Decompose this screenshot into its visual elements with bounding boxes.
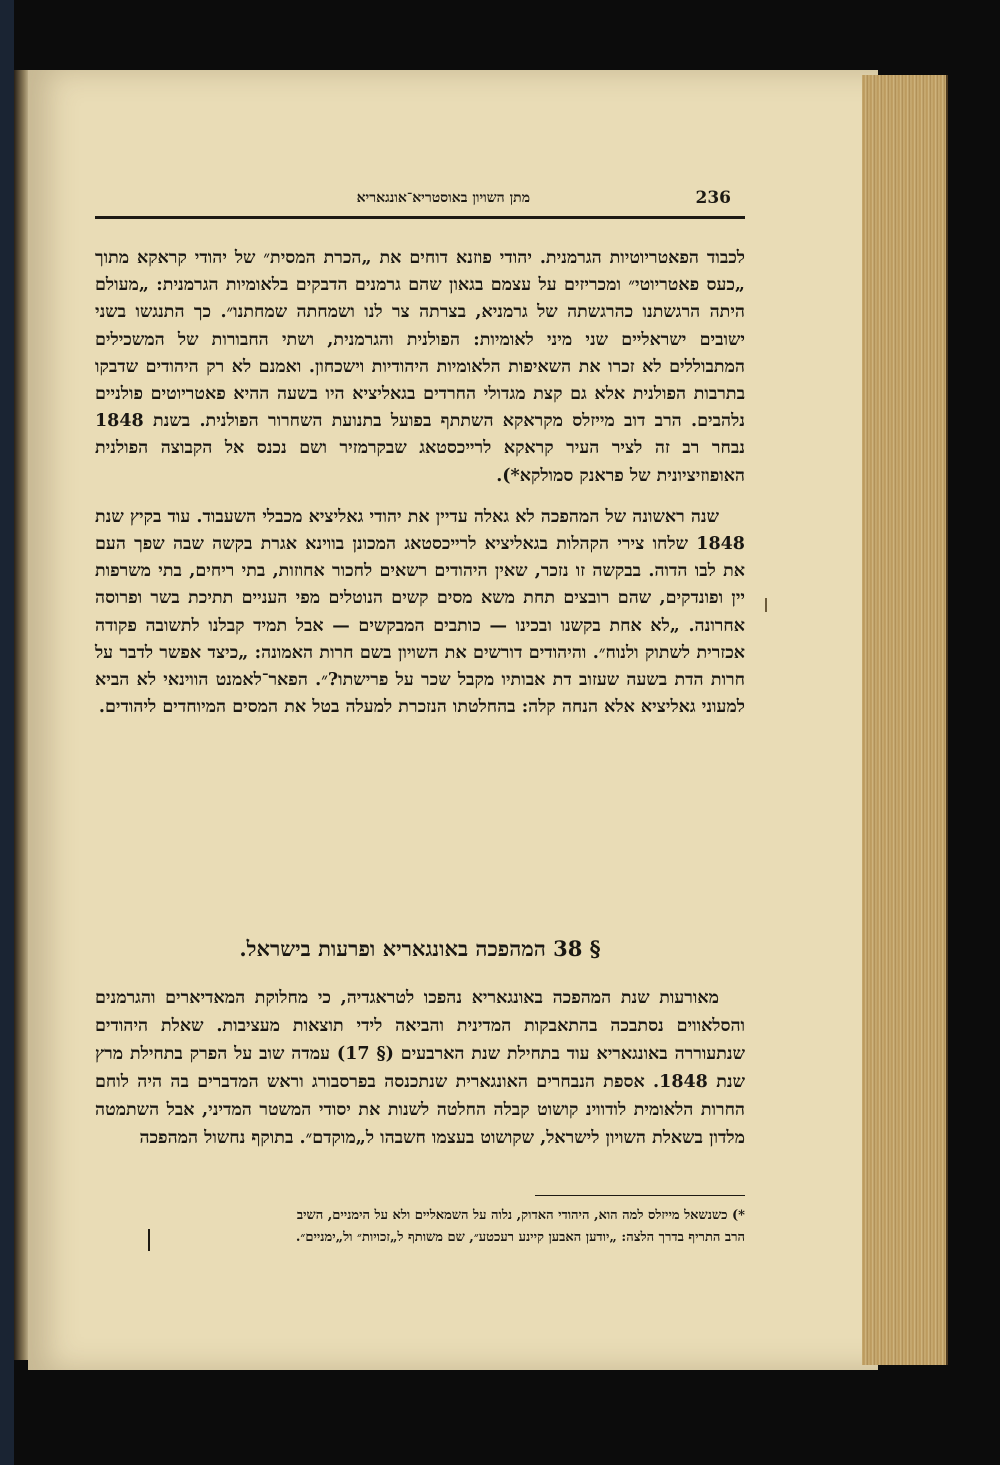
section-body	[95, 984, 745, 1152]
pencil-mark	[765, 598, 767, 612]
footnote-line-2: הרב התריף בדרך הלצה: „יודען האבען קיינע רעכטע״, שם משותף ל„זכויות״ ול„ימניים״.	[295, 1230, 745, 1245]
paragraph-2: שנה ראשונה של המהפכה לא גאלה עדיין את יהודי גאליציא מכבלי השעבוד. עוד בקיץ שנת 1848 שלחו צירי הקהלות בגאליציא לרייכסטאג המכונן בווינא אגרת בקשה שבה שפך העם את לבו הדוה. בבקשה זו נזכר, שאין היהודים רשאים לחכור אחוזות, בתי ריחים, בתי משרפות יין ופונדקים, שהם רובצים תחת משא מסים קשים הנוטלים מפי העניים תתיכת בשר ופרוסה אחרונה. „לא אחת בקשנו ובכינו — כותבים המבקשים — אבל תמיד קבלנו לתשובה פקודה אכזרית לשתוק ולנוח״. והיהודים דורשים את השויון בשם חרות האמונה: „כיצד אפשר לדבר על חרות הדת בשעה שעזוב דת אבותיו מקבל שכר על פרישתו?״. הפאר־לאמנט הווינאי לא הביא למעוני גאליציא אלא הנחה קלה: בהחלטתו הנזכרת למעלה בטל את המסים המיוחדים ליהודים.	[95, 506, 745, 718]
page-edges	[862, 75, 948, 1365]
running-title: מתן השויון באוסטריא־אונגאריא	[356, 190, 530, 206]
footnote	[150, 1205, 745, 1249]
section-paragraph: מאורעות שנת המהפכה באונגאריא נהפכו לטראגדיה, כי מחלוקת המאדיארים והגרמנים והסלאווים נסתבכה בהתאבקות המדינית והביאה לידי תוצאות מעציבות. שאלת היהודים שנתעוררה באונגאריא עוד בתחילת שנת הארבעים (§ 17) עמדה שוב על הפרק בתחילת מרץ שנת 1848. אספת הנבחרים האונגארית שנתכנסה בפרסבורג וראש המדברים בה היה לוחם החרות הלאומית לודווינ קושוט קבלה החלטה לשנות את יסודי המשטר המדיני, אבל השתמטה מלדון בשאלת השויון לישראל, שקושוט בעצמו חשבהו ל„מוקדם״. בתוקף נחשול המהפכה	[95, 988, 745, 1148]
running-head	[95, 178, 745, 218]
header-rule	[95, 216, 745, 219]
body-text	[95, 245, 745, 721]
margin-mark	[148, 1229, 150, 1251]
book-cover-edge	[0, 0, 14, 1465]
footnote-line-1: *) כשנשאל מייזלס למה הוא, היהודי האדוק, נלוה על השמאליים ולא על הימניים, השיב	[296, 1208, 745, 1223]
footnote-rule	[535, 1195, 745, 1196]
section-heading: § 38 המהפכה באונגאריא ופרעות בישראל.	[239, 936, 601, 961]
paragraph-1: לכבוד הפאטריוטיות הגרמנית. יהודי פוזנא דוחים את „הכרת המסית״ של יהודי קראקא מתוך „כעס פאטריוטי״ ומכריזים על עצמם בגאון שהם גרמנים הדבקים בלאומיות הגרמנית: „מעולם היתה הרגשתנו כהרגשתה של גרמניא, בצרתה צר לנו ושמחתה שמחתנו״. כך התנגשו בשני ישובים ישראליים שני מיני לאומיות: הפולנית והגרמנית, ושתי החבורות של המשכילים המתבוללים לא זכרו את השאיפות הלאומיות היהודיות וישכחון. ואמנם לא רק היהודים שדבקו בתרבות הפולנית אלא גם קצת מגדולי החרדים בגאליציא היו בשעה ההיא פאטריוטים פולניים נלהבים. הרב דוב מייזלס מקראקא השתתף בפועל בתנועת השחרור הפולנית. בשנת 1848 נבחר רב זה לציר העיר קראקא לרייכסטאג שבקרמזיר ושם נכנס אל הקבוצה הפולנית האופוזיציונית של פראנק סמולקא*).	[95, 248, 745, 486]
page-number: 236	[695, 188, 731, 208]
